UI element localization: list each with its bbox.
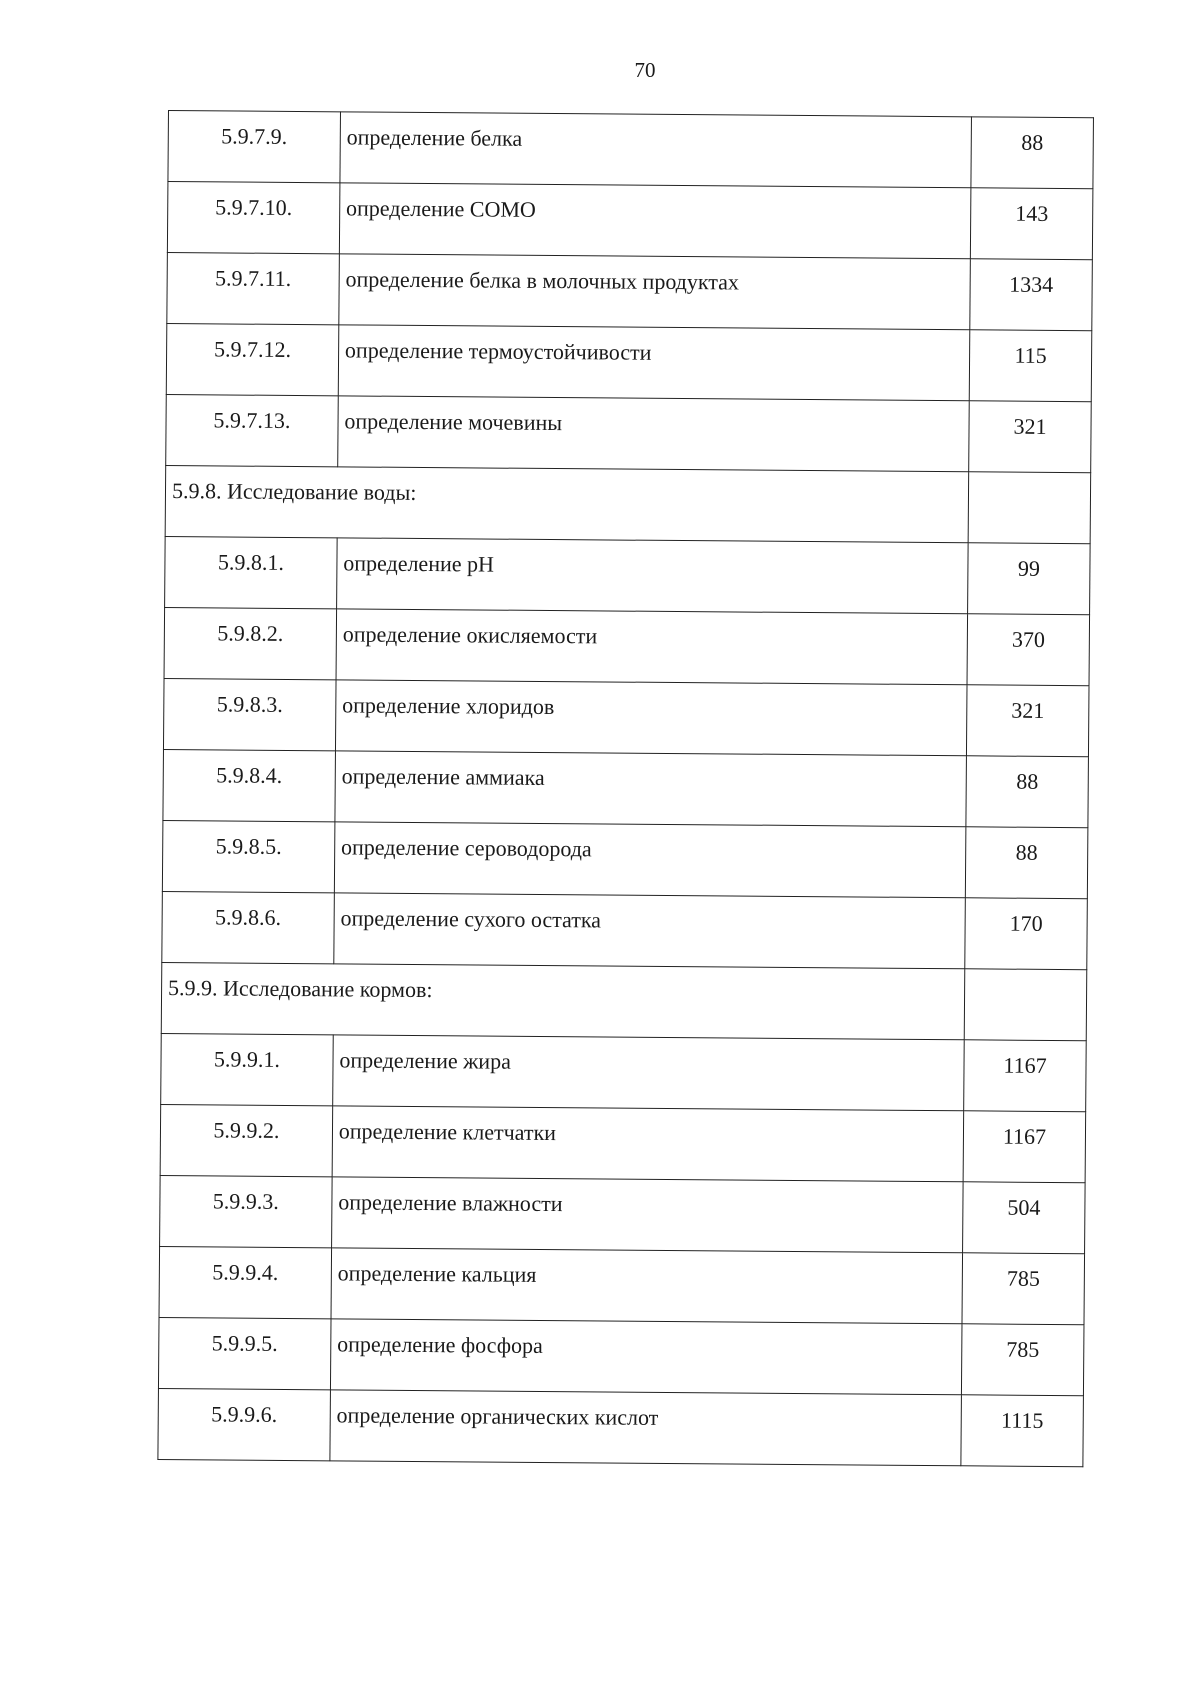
item-price: 115 [969, 330, 1091, 402]
table-row [167, 252, 1093, 330]
section-price-cell [968, 472, 1090, 544]
item-code: 5.9.8.3. [163, 678, 335, 750]
page-number: 70 [634, 58, 656, 82]
item-price: 88 [965, 827, 1087, 899]
item-name: определение сероводорода [334, 822, 966, 898]
table-row [165, 536, 1091, 614]
item-name: определение сухого остатка [334, 893, 966, 969]
section-title: 5.9.9. Исследование кормов: [161, 962, 965, 1039]
item-code: 5.9.8.1. [165, 536, 337, 608]
item-name: определение белка [340, 112, 972, 188]
section-price-cell [964, 969, 1086, 1041]
item-price: 1167 [963, 1111, 1085, 1183]
item-name: определение мочевины [338, 396, 970, 472]
item-code: 5.9.9.2. [160, 1104, 332, 1176]
table-row [160, 1104, 1086, 1182]
section-header-row [161, 962, 1087, 1040]
price-table [157, 110, 1094, 1467]
table-row [163, 678, 1089, 756]
item-name: определение хлоридов [335, 680, 967, 756]
item-price: 370 [967, 614, 1089, 686]
item-price: 88 [971, 117, 1093, 189]
item-code: 5.9.9.4. [159, 1246, 331, 1318]
item-price: 1115 [961, 1395, 1083, 1467]
item-price: 785 [962, 1253, 1084, 1325]
item-name: определение влажности [331, 1177, 963, 1253]
item-code: 5.9.8.4. [163, 749, 335, 821]
section-title: 5.9.8. Исследование воды: [165, 465, 969, 542]
table-row [166, 323, 1092, 401]
item-code: 5.9.8.6. [162, 891, 334, 963]
item-name: определение окисляемости [336, 609, 968, 685]
item-price: 170 [965, 898, 1087, 970]
table-row [162, 820, 1088, 898]
item-price: 321 [967, 685, 1089, 757]
item-price: 785 [962, 1324, 1084, 1396]
item-price: 1334 [970, 259, 1092, 331]
table-row [161, 1033, 1087, 1111]
table-row [168, 111, 1094, 189]
item-code: 5.9.7.13. [166, 394, 338, 466]
item-price: 99 [968, 543, 1090, 615]
item-code: 5.9.9.3. [160, 1175, 332, 1247]
item-code: 5.9.7.11. [167, 252, 339, 324]
table-row [163, 749, 1089, 827]
item-name: определение клетчатки [332, 1106, 964, 1182]
item-name: определение термоустойчивости [338, 325, 970, 401]
item-price: 143 [970, 188, 1092, 260]
item-name: определение органических кислот [330, 1390, 962, 1466]
item-name: определение фосфора [330, 1319, 962, 1395]
item-price: 1167 [964, 1040, 1086, 1112]
item-name: определение аммиака [335, 751, 967, 827]
item-price: 504 [963, 1182, 1085, 1254]
table-row [162, 891, 1088, 969]
item-code: 5.9.9.1. [161, 1033, 333, 1105]
item-code: 5.9.7.10. [167, 182, 339, 254]
item-code: 5.9.8.5. [162, 820, 334, 892]
item-code: 5.9.8.2. [164, 607, 336, 679]
item-name: определение белка в молочных продуктах [339, 254, 971, 330]
item-name: определение СОМО [339, 183, 971, 259]
table-row [166, 394, 1092, 472]
item-code: 5.9.9.5. [158, 1317, 330, 1389]
price-table-body [158, 111, 1094, 1467]
table-row [164, 607, 1090, 685]
table-row [167, 182, 1093, 260]
item-name: определение кальция [331, 1248, 963, 1324]
table-row [158, 1388, 1084, 1466]
item-code: 5.9.7.9. [168, 111, 340, 183]
item-price: 88 [966, 756, 1088, 828]
item-code: 5.9.7.12. [166, 323, 338, 395]
item-name: определение жира [333, 1035, 965, 1111]
item-name: определение pH [336, 538, 968, 614]
table-row [159, 1246, 1085, 1324]
section-header-row [165, 465, 1091, 543]
item-code: 5.9.9.6. [158, 1388, 330, 1460]
table-row [158, 1317, 1084, 1395]
item-price: 321 [969, 401, 1091, 473]
table-row [160, 1175, 1086, 1253]
